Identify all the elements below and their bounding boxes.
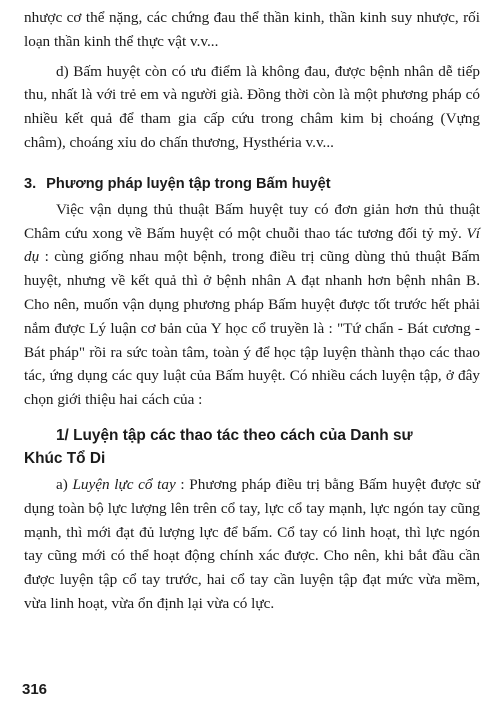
paragraph-continuation: nhược cơ thể nặng, các chứng đau thể thần kinh, thần kinh suy nhược, rối loạn thần kinh thể thực vật v.v... bbox=[24, 9, 480, 50]
paragraph-intro bbox=[24, 198, 480, 412]
intro-example-label: Ví dụ bbox=[24, 224, 480, 266]
intro-text-start: Việc vận dụng thủ thuật Bấm huyệt tuy có đơn giản hơn thủ thuật Châm cứu xong về Bấm huyệt có một chuỗi thao tác tương đối tỷ mỷ. bbox=[24, 200, 480, 242]
wrist-title: Luyện lực cổ tay bbox=[72, 475, 176, 493]
wrist-label: a) bbox=[56, 475, 73, 493]
paragraph-d: d) Bấm huyệt còn có ưu điểm là không đau, được bệnh nhân dễ tiếp thu, nhất là với trẻ em và người già. Đồng thời còn là một phương pháp có nhiều kết quả để tham gia cấp cứu trong châm kim bị choáng (Vựng châm), choáng xỉu do chấn thương, Hysthéria v.v... bbox=[24, 62, 480, 151]
section-number: 3. bbox=[24, 175, 37, 192]
subsection-heading bbox=[24, 424, 480, 470]
section-title: Phương pháp luyện tập trong Bấm huyệt bbox=[46, 175, 331, 192]
subsection-title-line1: 1/ Luyện tập các thao tác theo cách của Danh sư bbox=[56, 426, 413, 444]
subsection-title-line2: Khúc Tổ Di bbox=[24, 449, 106, 467]
wrist-text: : Phương pháp điều trị bằng Bấm huyệt được sử dụng toàn bộ lực lượng lên trên cổ tay, lực cổ tay mạnh, lực ngón tay cũng mạnh, thì mới đạt đủ lượng lực để bấm. Cổ tay có linh hoạt, thì lực ngón tay cũng mới có thể hoạt động chính xác được. Cho nên, khi bắt đầu cần được luyện tập cổ tay trước, hai cổ tay cần luyện tập đạt mức vừa mềm, vừa linh hoạt, vừa ổn định lại vừa có lực. bbox=[24, 475, 480, 612]
page-number: 316 bbox=[22, 681, 48, 698]
intro-text-rest: : cùng giống nhau một bệnh, trong điều trị cũng dùng thủ thuật Bấm huyệt, nhưng về kết quả thì ở bệnh nhân A đạt nhanh hơn bệnh nhân B. Cho nên, muốn vận dụng phương pháp Bấm huyệt được tốt trước hết phải nắm được Lý luận cơ bản của Y học cổ truyền là : "Tứ chẩn - Bát cương - Bát pháp" rồi ra sức toàn tâm, toàn ý để học tập luyện thành thạo các thao tác, ứng dụng các quy luật của Bấm huyệt. Có nhiều cách luyện tập, ở đây chọn giới thiệu hai cách của : bbox=[24, 248, 480, 409]
section-heading bbox=[24, 173, 480, 195]
paragraph-wrist-training bbox=[24, 473, 480, 616]
